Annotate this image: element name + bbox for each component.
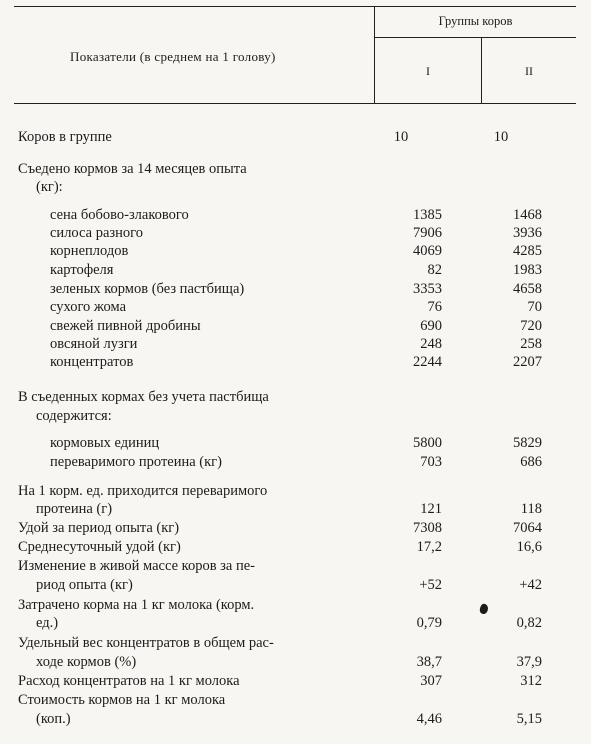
row-label-continuation: ходе кормов (%)	[36, 654, 137, 670]
group-one-value: 307	[420, 673, 442, 689]
group-two-value: 3936	[513, 225, 542, 241]
group-two-value: 70	[527, 299, 542, 315]
group-two-value: 118	[520, 501, 542, 517]
row-label-continuation: риод опыта (кг)	[36, 577, 133, 593]
group-one-value: 38,7	[416, 654, 442, 670]
row-label: овсяной лузги	[50, 336, 138, 352]
row-label: Съедено кормов за 14 месяцев опыта	[18, 161, 247, 177]
row-label: Расход концентратов на 1 кг молока	[18, 673, 240, 689]
group-two-value: +42	[519, 577, 542, 593]
groups-header-cell	[375, 7, 576, 38]
group-two-value: 7064	[513, 520, 542, 536]
groups-header: Группы коров	[438, 14, 513, 28]
group-one-header-cell	[375, 38, 482, 103]
group-one-value: 4,46	[416, 711, 442, 727]
group-one-value: 1385	[413, 207, 442, 223]
row-label: переваримого протеина (кг)	[50, 454, 222, 470]
row-label: сена бобово-злакового	[50, 207, 189, 223]
row-label: Коров в группе	[18, 129, 112, 145]
row-label-continuation: содержится:	[36, 408, 112, 424]
group-two-value: 4658	[513, 281, 542, 297]
group-two-value: 0,82	[516, 615, 542, 631]
row-label: кормовых единиц	[50, 435, 160, 451]
group-two-value: 258	[520, 336, 542, 352]
row-label: картофеля	[50, 262, 114, 278]
group-one-header: I	[426, 64, 430, 78]
group-two-value: 1983	[513, 262, 542, 278]
group-one-value: 7308	[413, 520, 442, 536]
indicators-header: Показатели (в среднем на 1 голову)	[70, 49, 276, 64]
group-two-header: II	[525, 64, 533, 78]
group-two-value: 10	[493, 129, 509, 145]
row-label: корнеплодов	[50, 243, 129, 259]
group-one-value: 3353	[413, 281, 442, 297]
group-one-value: 17,2	[416, 539, 442, 555]
group-two-value: 720	[520, 318, 542, 334]
group-one-value: 7906	[413, 225, 442, 241]
group-one-value: 10	[393, 129, 409, 145]
group-two-header-cell	[482, 38, 576, 103]
group-two-value: 5,15	[516, 711, 542, 727]
indicators-header-cell	[14, 7, 375, 103]
group-one-value: 0,79	[416, 615, 442, 631]
row-label: зеленых кормов (без пастбища)	[50, 281, 245, 297]
row-label: Удой за период опыта (кг)	[18, 520, 180, 536]
group-one-value: 2244	[413, 354, 442, 370]
group-one-value: 121	[420, 501, 442, 517]
group-two-value: 5829	[513, 435, 542, 451]
row-label: Изменение в живой массе коров за пе-	[18, 558, 255, 574]
row-label: Удельный вес концентратов в общем рас-	[18, 635, 274, 651]
group-one-value: 690	[420, 318, 442, 334]
group-one-value: 82	[427, 262, 442, 278]
row-label: В съеденных кормах без учета пастбища	[18, 389, 269, 405]
row-label: свежей пивной дробины	[50, 318, 201, 334]
group-one-value: +52	[419, 577, 442, 593]
group-one-value: 5800	[413, 435, 442, 451]
row-label-continuation: ед.)	[36, 615, 59, 631]
row-label: Среднесуточный удой (кг)	[18, 539, 181, 555]
group-two-value: 686	[520, 454, 542, 470]
group-two-value: 312	[520, 673, 542, 689]
group-one-value: 703	[420, 454, 442, 470]
group-one-value: 76	[427, 299, 442, 315]
group-two-value: 4285	[513, 243, 542, 259]
row-label: силоса разного	[50, 225, 143, 241]
row-label: Стоимость кормов на 1 кг молока	[18, 692, 226, 708]
group-one-value: 248	[420, 336, 442, 352]
row-label: Затрачено корма на 1 кг молока (корм.	[18, 597, 255, 613]
row-label-continuation: (коп.)	[36, 711, 71, 727]
group-two-value: 2207	[513, 354, 542, 370]
row-label: концентратов	[50, 354, 134, 370]
row-label-continuation: (кг):	[36, 179, 63, 195]
group-two-value: 1468	[513, 207, 542, 223]
table-header	[14, 6, 576, 104]
group-two-value: 16,6	[516, 539, 542, 555]
group-one-value: 4069	[413, 243, 442, 259]
row-label: На 1 корм. ед. приходится переваримого	[18, 483, 268, 499]
row-label-continuation: протеина (г)	[36, 501, 113, 517]
group-two-value: 37,9	[516, 654, 542, 670]
row-label: сухого жома	[50, 299, 127, 315]
